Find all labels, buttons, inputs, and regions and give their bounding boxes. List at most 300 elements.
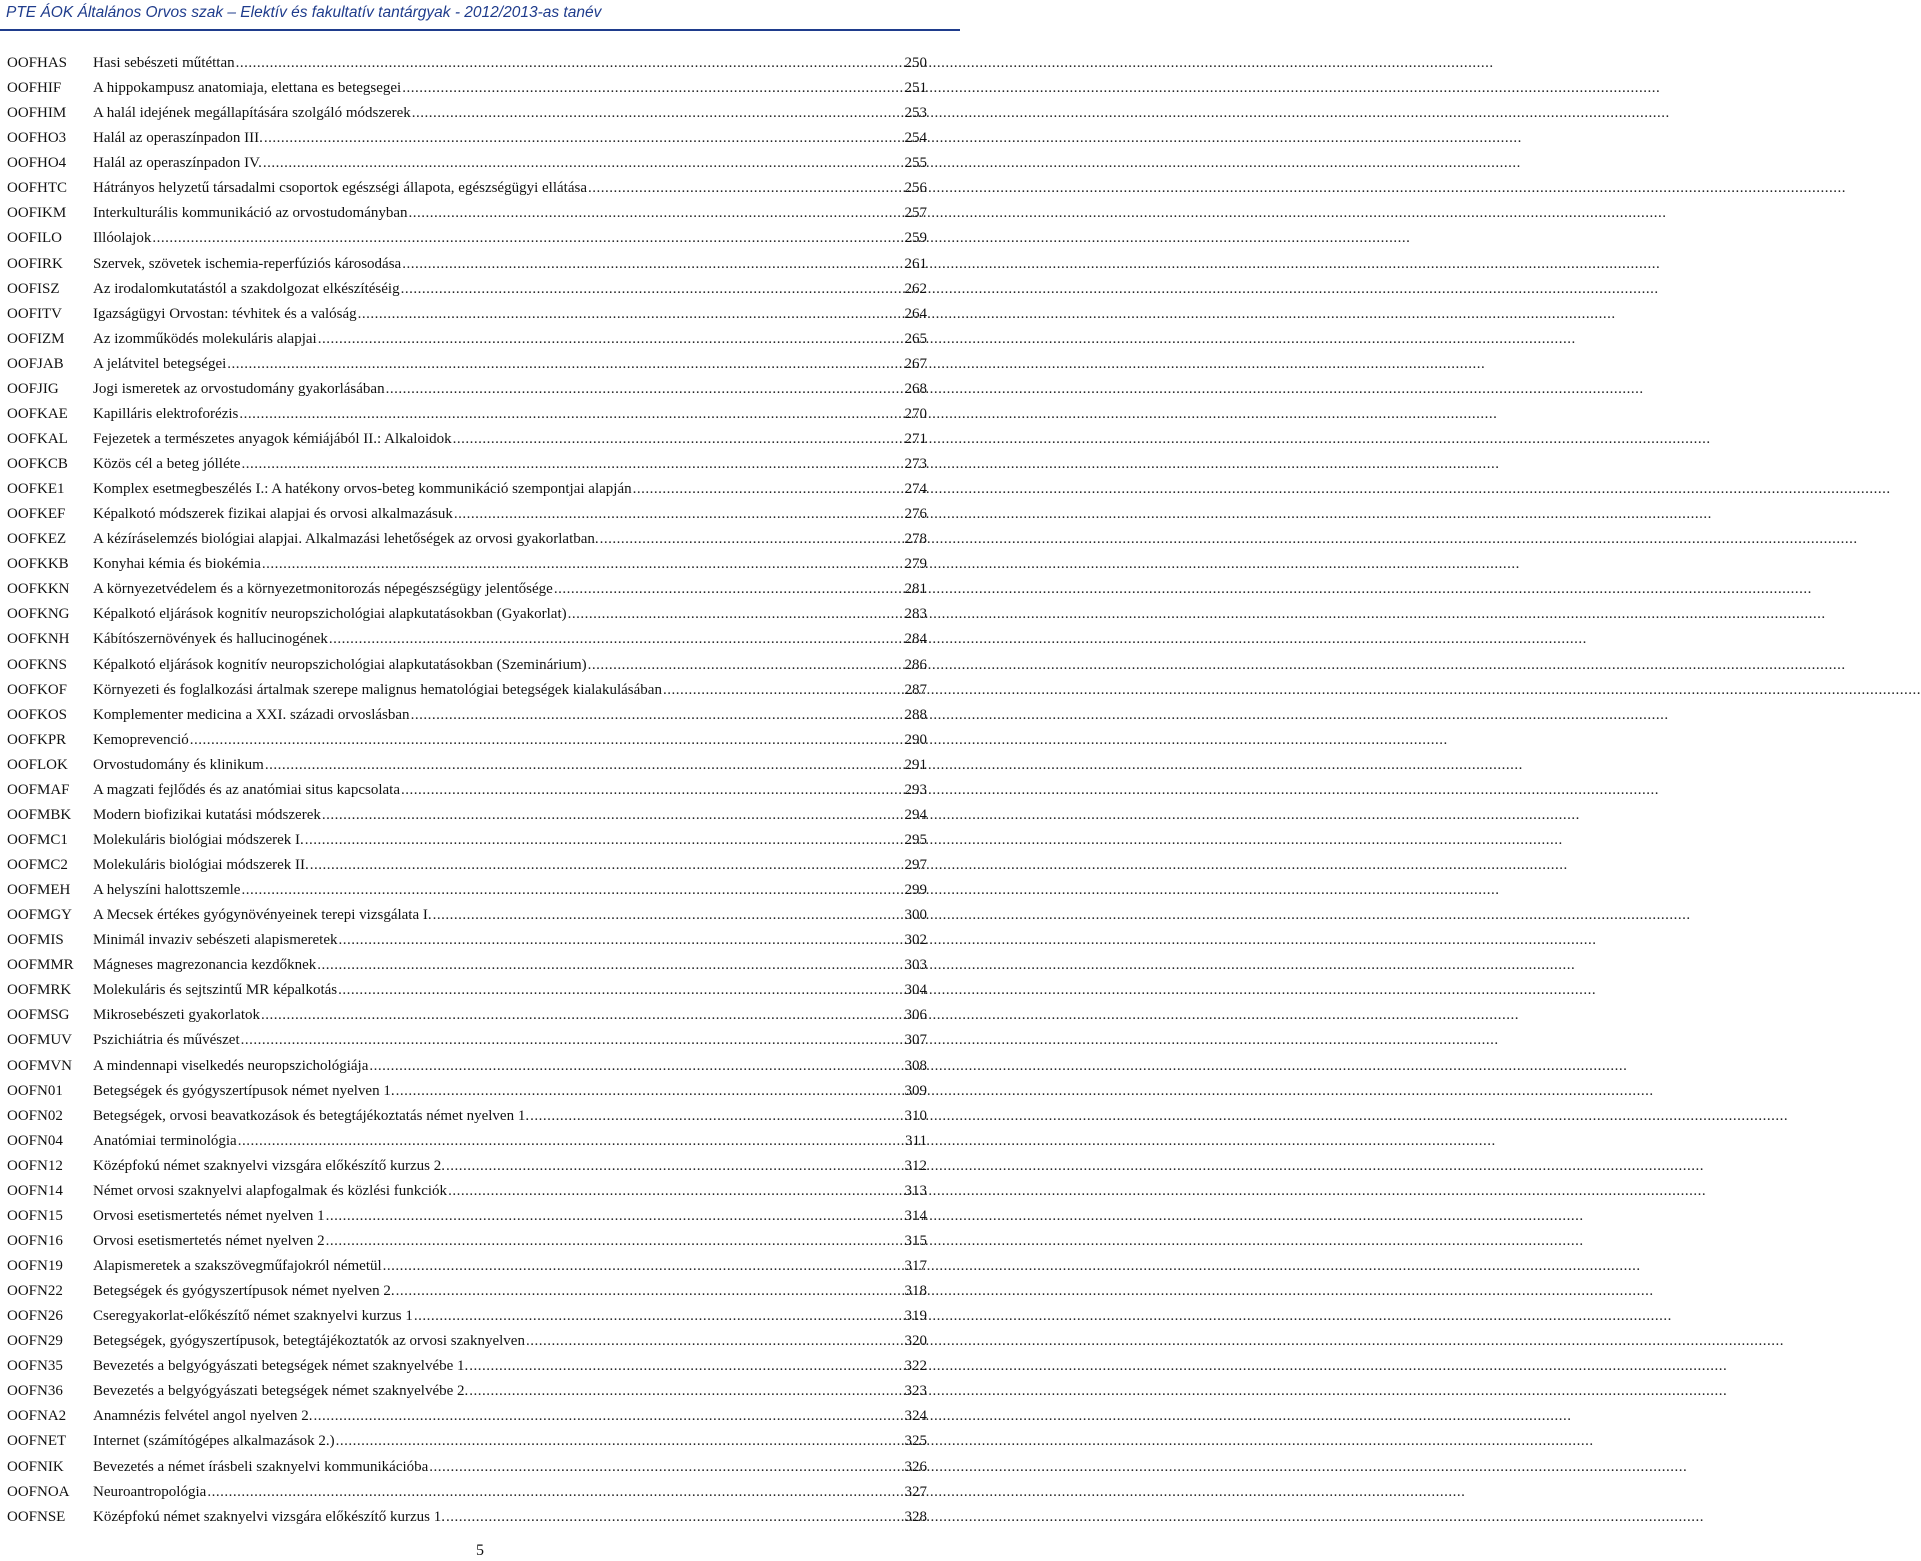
- dot-leader: [241, 878, 899, 903]
- course-code: OOFKAL: [7, 430, 68, 447]
- course-code: OOFMGY: [7, 907, 73, 924]
- dot-leader: [310, 853, 899, 878]
- toc-entry[interactable]: [0, 1379, 960, 1404]
- toc-entry[interactable]: [0, 1154, 960, 1179]
- dot-leader: [241, 1028, 899, 1053]
- course-code: OOFMEH: [7, 882, 71, 899]
- course-title: Pszichiátria és művészet: [93, 1032, 240, 1049]
- dot-leader: [152, 226, 899, 251]
- course-code: OOFMMR: [7, 957, 74, 974]
- toc-entry[interactable]: [0, 978, 960, 1003]
- course-title: Komplex esetmegbeszélés I.: A hatékony orvos-beteg kommunikáció szempontjai alapján: [93, 481, 632, 498]
- course-code: OOFKKB: [7, 556, 69, 573]
- course-title: Bevezetés a belgyógyászati betegségek német szaknyelvébe 2.: [93, 1383, 469, 1400]
- page-reference: 295: [904, 831, 927, 848]
- page-reference: 262: [904, 280, 927, 297]
- course-code: OOFN29: [7, 1333, 63, 1350]
- course-title: A magzati fejlődés és az anatómiai situs kapcsolata: [93, 781, 400, 798]
- course-title: Hátrányos helyzetű társadalmi csoportok egészségi állapota, egészségügyi ellátása: [93, 180, 587, 197]
- toc-entry[interactable]: [0, 402, 960, 427]
- toc-entry[interactable]: [0, 678, 960, 703]
- course-title: Kemoprevenció: [93, 731, 189, 748]
- dot-leader: [402, 252, 899, 277]
- dot-leader: [401, 778, 899, 803]
- page-reference: 291: [904, 756, 927, 773]
- page-reference: 256: [904, 180, 927, 197]
- page-reference: 267: [904, 355, 927, 372]
- dot-leader: [633, 477, 899, 502]
- toc-entry[interactable]: [0, 778, 960, 803]
- course-code: OOFLOK: [7, 756, 68, 773]
- course-code: OOFKKN: [7, 581, 70, 598]
- page-reference: 261: [904, 255, 927, 272]
- course-code: OOFMC1: [7, 831, 68, 848]
- toc-entry[interactable]: [0, 327, 960, 352]
- toc-entry[interactable]: [0, 477, 960, 502]
- course-code: OOFIZM: [7, 330, 65, 347]
- dot-leader: [386, 377, 899, 402]
- toc-entry[interactable]: [0, 502, 960, 527]
- course-code: OOFN01: [7, 1082, 63, 1099]
- course-title: Mágneses magrezonancia kezdőknek: [93, 957, 317, 974]
- course-code: OOFNOA: [7, 1483, 70, 1500]
- page-reference: 297: [904, 857, 927, 873]
- course-code: OOFIKM: [7, 205, 67, 222]
- course-title: A mindennapi viselkedés neuropszichológiája: [93, 1057, 369, 1074]
- toc-entry[interactable]: [0, 1129, 960, 1154]
- course-title: Fejezetek a természetes anyagok kémiájából II.: Alkaloidok: [93, 430, 452, 447]
- dot-leader: [469, 1379, 899, 1404]
- page-reference: 265: [904, 330, 927, 347]
- page-reference: 287: [904, 681, 927, 698]
- course-code: OOFN22: [7, 1283, 63, 1300]
- course-title: Orvosi esetismertetés német nyelven 1: [93, 1207, 325, 1224]
- toc-entry[interactable]: [0, 76, 960, 101]
- course-title: Német orvosi szaknyelvi alapfogalmak és közlési funkciók: [93, 1182, 448, 1199]
- dot-leader: [588, 653, 899, 678]
- course-code: OOFNSE: [7, 1508, 66, 1525]
- dot-leader: [526, 1329, 899, 1354]
- dot-leader: [554, 577, 899, 602]
- dot-leader: [326, 1204, 899, 1229]
- toc-entry[interactable]: [0, 653, 960, 678]
- course-code: OOFN04: [7, 1132, 63, 1149]
- course-code: OOFHIM: [7, 105, 67, 122]
- course-code: OOFMAF: [7, 781, 70, 798]
- toc-entry[interactable]: [0, 252, 960, 277]
- course-title: A jelátvitel betegségei: [93, 355, 227, 372]
- dot-leader: [305, 828, 899, 853]
- dot-leader: [401, 277, 899, 302]
- course-title: A kézíráselemzés biológiai alapjai. Alkalmazási lehetőségek az orvosi gyakorlatban.: [93, 531, 599, 548]
- toc-entry[interactable]: [0, 377, 960, 402]
- toc-entry[interactable]: [0, 703, 960, 728]
- course-title: Anamnézis felvétel angol nyelven 2.: [93, 1408, 313, 1425]
- page-reference: 311: [905, 1132, 927, 1149]
- dot-leader: [322, 803, 899, 828]
- course-code: OOFMIS: [7, 932, 64, 949]
- dot-leader: [396, 1279, 899, 1304]
- page-reference: 307: [904, 1032, 927, 1049]
- toc-entry[interactable]: [0, 953, 960, 978]
- table-of-contents: [0, 51, 960, 1530]
- dot-leader: [326, 1229, 899, 1254]
- course-title: Képalkotó eljárások kognitív neuropszichológiai alapkutatásokban (Gyakorlat): [93, 606, 567, 623]
- page-reference: 286: [904, 656, 927, 673]
- toc-entry[interactable]: [0, 176, 960, 201]
- page-reference: 326: [904, 1458, 927, 1475]
- dot-leader: [409, 201, 899, 226]
- toc-entry[interactable]: [0, 602, 960, 627]
- course-code: OOFKCB: [7, 456, 68, 472]
- toc-entry[interactable]: [0, 1254, 960, 1279]
- page-reference: 320: [904, 1333, 927, 1350]
- toc-entry[interactable]: [0, 201, 960, 226]
- course-title: A helyszíni halottszemle: [93, 882, 241, 899]
- course-title: Középfokú német szaknyelvi vizsgára előkészítő kurzus 1.: [93, 1508, 445, 1525]
- dot-leader: [339, 928, 900, 953]
- toc-entry[interactable]: [0, 853, 960, 878]
- course-code: OOFMRK: [7, 982, 72, 999]
- dot-leader: [236, 51, 899, 76]
- course-title: Molekuláris biológiai módszerek II.: [93, 857, 309, 873]
- dot-leader: [414, 1304, 899, 1329]
- dot-leader: [264, 126, 899, 151]
- toc-entry[interactable]: [0, 101, 960, 126]
- page-reference: 270: [904, 405, 927, 422]
- page-reference: 306: [904, 1007, 927, 1024]
- page-reference: 317: [904, 1258, 927, 1274]
- course-title: Hasi sebészeti műtéttan: [93, 55, 235, 71]
- dot-leader: [588, 176, 899, 201]
- dot-leader: [411, 703, 899, 728]
- dot-leader: [396, 1079, 899, 1104]
- course-code: OOFKEZ: [7, 531, 67, 548]
- page-reference: 273: [904, 456, 927, 472]
- page-reference: 255: [904, 155, 927, 172]
- dot-leader: [600, 527, 899, 552]
- course-code: OOFJIG: [7, 380, 59, 397]
- course-title: A halál idejének megállapítására szolgáló módszerek: [93, 105, 411, 122]
- course-code: OOFMUV: [7, 1032, 73, 1049]
- course-code: OOFHO3: [7, 130, 67, 147]
- course-code: OOFN26: [7, 1308, 63, 1325]
- toc-entry[interactable]: [0, 803, 960, 828]
- dot-leader: [663, 678, 899, 703]
- toc-entry[interactable]: [0, 452, 960, 477]
- course-title: Igazságügyi Orvostan: tévhitek és a valóság: [93, 305, 357, 322]
- course-title: Jogi ismeretek az orvostudomány gyakorlásában: [93, 380, 385, 397]
- toc-entry[interactable]: [0, 878, 960, 903]
- page-reference: 264: [904, 305, 927, 322]
- course-title: Illóolajok: [93, 230, 152, 247]
- dot-leader: [265, 753, 899, 778]
- page-reference: 278: [904, 531, 927, 548]
- toc-entry[interactable]: [0, 903, 960, 928]
- dot-leader: [207, 1480, 899, 1505]
- page-number: 5: [476, 1542, 484, 1559]
- course-code: OOFHO4: [7, 155, 67, 172]
- course-code: OOFN02: [7, 1107, 63, 1124]
- page-reference: 318: [904, 1283, 927, 1300]
- course-title: Közös cél a beteg jólléte: [93, 456, 241, 472]
- dot-leader: [318, 327, 899, 352]
- toc-entry[interactable]: [0, 728, 960, 753]
- page-reference: 315: [904, 1232, 927, 1249]
- dot-leader: [241, 452, 899, 477]
- toc-entry[interactable]: [0, 828, 960, 853]
- page-reference: 312: [904, 1157, 927, 1174]
- course-title: Középfokú német szaknyelvi vizsgára előkészítő kurzus 2.: [93, 1157, 445, 1174]
- course-title: Molekuláris és sejtszintű MR képalkotás: [93, 982, 338, 999]
- page-reference: 288: [904, 706, 927, 723]
- course-code: OOFMVN: [7, 1057, 73, 1074]
- course-code: OOFN12: [7, 1157, 63, 1174]
- course-code: OOFNET: [7, 1433, 67, 1450]
- dot-leader: [358, 302, 899, 327]
- toc-entry[interactable]: [0, 753, 960, 778]
- dot-leader: [336, 1429, 899, 1454]
- course-code: OOFKOS: [7, 706, 68, 723]
- header-title: PTE ÁOK Általános Orvos szak – Elektív és fakultatív tantárgyak - 2012/2013-as tanév: [6, 4, 602, 21]
- page-reference: 268: [904, 380, 927, 397]
- course-title: Komplementer medicina a XXI. századi orvoslásban: [93, 706, 410, 723]
- page-reference: 328: [904, 1508, 927, 1525]
- page-reference: 253: [904, 105, 927, 122]
- dot-leader: [338, 978, 899, 1003]
- page-reference: 310: [904, 1107, 927, 1124]
- course-title: Konyhai kémia és biokémia: [93, 556, 261, 573]
- course-code: OOFKPR: [7, 731, 67, 748]
- course-title: Minimál invaziv sebészeti alapismeretek: [93, 932, 338, 949]
- toc-entry[interactable]: [0, 226, 960, 251]
- toc-entry[interactable]: [0, 352, 960, 377]
- course-code: OOFJAB: [7, 355, 64, 372]
- course-title: Kábítószernövények és hallucinogének: [93, 631, 328, 648]
- course-code: OOFHAS: [7, 55, 68, 71]
- course-code: OOFKE1: [7, 481, 65, 498]
- page-reference: 325: [904, 1433, 927, 1450]
- page-reference: 284: [904, 631, 927, 648]
- page-reference: 324: [904, 1408, 927, 1425]
- toc-entry[interactable]: [0, 1304, 960, 1329]
- page-reference: 304: [904, 982, 927, 999]
- page-reference: 274: [904, 481, 927, 498]
- course-title: Neuroantropológia: [93, 1483, 207, 1500]
- page-reference: 251: [904, 80, 927, 97]
- dot-leader: [454, 502, 899, 527]
- dot-leader: [568, 602, 899, 627]
- page-reference: 300: [904, 907, 927, 924]
- dot-leader: [261, 1003, 899, 1028]
- course-code: OOFKNG: [7, 606, 70, 623]
- dot-leader: [369, 1054, 899, 1079]
- dot-leader: [433, 903, 899, 928]
- page-header: [0, 0, 960, 34]
- toc-entry[interactable]: [0, 1404, 960, 1429]
- toc-entry[interactable]: [0, 527, 960, 552]
- page-reference: 290: [904, 731, 927, 748]
- course-title: Mikrosebészeti gyakorlatok: [93, 1007, 261, 1024]
- course-title: A Mecsek értékes gyógynövényeinek terepi vizsgálata I.: [93, 907, 432, 924]
- toc-entry[interactable]: [0, 427, 960, 452]
- toc-entry[interactable]: [0, 51, 960, 76]
- course-code: OOFN36: [7, 1383, 63, 1400]
- course-title: Halál az operaszínpadon III.: [93, 130, 263, 147]
- toc-entry[interactable]: [0, 1354, 960, 1379]
- page-reference: 314: [904, 1207, 927, 1224]
- dot-leader: [262, 552, 899, 577]
- page-reference: 281: [904, 581, 927, 598]
- course-title: Bevezetés a belgyógyászati betegségek német szaknyelvébe 1.: [93, 1358, 469, 1375]
- course-code: OOFN19: [7, 1258, 63, 1274]
- course-code: OOFMSG: [7, 1007, 70, 1024]
- toc-entry[interactable]: [0, 1279, 960, 1304]
- course-code: OOFIRK: [7, 255, 63, 272]
- page-reference: 294: [904, 806, 927, 823]
- dot-leader: [263, 151, 899, 176]
- page-reference: 250: [904, 55, 927, 71]
- toc-entry[interactable]: [0, 1104, 960, 1129]
- toc-entry[interactable]: [0, 577, 960, 602]
- toc-entry[interactable]: [0, 627, 960, 652]
- page-reference: 308: [904, 1057, 927, 1074]
- course-title: Orvosi esetismertetés német nyelven 2: [93, 1232, 325, 1249]
- course-code: OOFN16: [7, 1232, 63, 1249]
- course-title: Szervek, szövetek ischemia-reperfúziós károsodása: [93, 255, 402, 272]
- course-code: OOFMC2: [7, 857, 68, 873]
- dot-leader: [317, 953, 899, 978]
- course-title: Interkulturális kommunikáció az orvostudományban: [93, 205, 408, 222]
- page-reference: 293: [904, 781, 927, 798]
- page-reference: 319: [904, 1308, 927, 1325]
- dot-leader: [329, 627, 899, 652]
- toc-entry[interactable]: [0, 126, 960, 151]
- dot-leader: [448, 1179, 899, 1204]
- course-code: OOFHIF: [7, 80, 62, 97]
- page-reference: 327: [904, 1483, 927, 1500]
- toc-entry[interactable]: [0, 1455, 960, 1480]
- dot-leader: [446, 1154, 899, 1179]
- course-title: Bevezetés a német írásbeli szaknyelvi kommunikációba: [93, 1458, 429, 1475]
- toc-entry[interactable]: [0, 1329, 960, 1354]
- toc-entry[interactable]: [0, 1480, 960, 1505]
- dot-leader: [402, 76, 899, 101]
- toc-entry[interactable]: [0, 552, 960, 577]
- toc-entry[interactable]: [0, 1003, 960, 1028]
- page-reference: 303: [904, 957, 927, 974]
- course-title: Az irodalomkutatástól a szakdolgozat elkészítéséig: [93, 280, 400, 297]
- course-title: Modern biofizikai kutatási módszerek: [93, 806, 321, 823]
- toc-entry[interactable]: [0, 1179, 960, 1204]
- page-reference: 299: [904, 882, 927, 899]
- course-title: Betegségek, orvosi beavatkozások és betegtájékoztatás német nyelven 1.: [93, 1107, 530, 1124]
- course-code: OOFKNH: [7, 631, 70, 648]
- course-code: OOFN35: [7, 1358, 63, 1375]
- dot-leader: [453, 427, 899, 452]
- course-code: OOFKEF: [7, 506, 66, 523]
- course-title: Orvostudomány és klinikum: [93, 756, 264, 773]
- course-code: OOFNA2: [7, 1408, 67, 1425]
- page-reference: 313: [904, 1182, 927, 1199]
- page-reference: 259: [904, 230, 927, 247]
- course-title: Alapismeretek a szakszövegműfajokról németül: [93, 1258, 382, 1274]
- course-title: A hippokampusz anatomiaja, elettana es betegsegei: [93, 80, 402, 97]
- dot-leader: [239, 402, 899, 427]
- toc-entry[interactable]: [0, 1204, 960, 1229]
- dot-leader: [412, 101, 899, 126]
- course-title: Molekuláris biológiai módszerek I.: [93, 831, 304, 848]
- toc-entry[interactable]: [0, 1429, 960, 1454]
- course-title: Anatómiai terminológia: [93, 1132, 237, 1149]
- course-code: OOFKOF: [7, 681, 68, 698]
- toc-entry[interactable]: [0, 302, 960, 327]
- course-title: A környezetvédelem és a környezetmonitorozás népegészségügy jelentősége: [93, 581, 553, 598]
- course-code: OOFKNS: [7, 656, 68, 673]
- dot-leader: [238, 1129, 899, 1154]
- course-title: Az izomműködés molekuláris alapjai: [93, 330, 317, 347]
- page-reference: 254: [904, 130, 927, 147]
- course-title: Halál az operaszínpadon IV.: [93, 155, 262, 172]
- toc-entry[interactable]: [0, 1028, 960, 1053]
- toc-entry[interactable]: [0, 277, 960, 302]
- page-reference: 322: [904, 1358, 927, 1375]
- course-code: OOFILO: [7, 230, 62, 247]
- page-reference: 257: [904, 205, 927, 222]
- course-title: Képalkotó módszerek fizikai alapjai és orvosi alkalmazásuk: [93, 506, 453, 523]
- dot-leader: [429, 1455, 899, 1480]
- course-code: OOFNIK: [7, 1458, 64, 1475]
- page-reference: 283: [904, 606, 927, 623]
- toc-entry[interactable]: [0, 151, 960, 176]
- course-title: Betegségek, gyógyszertípusok, betegtájékoztatók az orvosi szaknyelven: [93, 1333, 525, 1350]
- dot-leader: [446, 1505, 899, 1530]
- course-code: OOFHTC: [7, 180, 68, 197]
- dot-leader: [469, 1354, 899, 1379]
- course-code: OOFITV: [7, 305, 62, 322]
- course-title: Internet (számítógépes alkalmazások 2.): [93, 1433, 335, 1450]
- course-code: OOFMBK: [7, 806, 72, 823]
- course-title: Környezeti és foglalkozási ártalmak szerepe malignus hematológiai betegségek kialakulásában: [93, 681, 662, 698]
- toc-entry[interactable]: [0, 928, 960, 953]
- dot-leader: [383, 1254, 899, 1279]
- page-reference: 302: [904, 932, 927, 949]
- page-reference: 279: [904, 556, 927, 573]
- dot-leader: [190, 728, 899, 753]
- course-code: OOFN15: [7, 1207, 63, 1224]
- page-reference: 276: [904, 506, 927, 523]
- course-code: OOFKAE: [7, 405, 68, 422]
- course-title: Cseregyakorlat-előkészítő német szaknyelvi kurzus 1: [93, 1308, 413, 1325]
- dot-leader: [227, 352, 899, 377]
- toc-entry[interactable]: [0, 1505, 960, 1530]
- page-reference: 309: [904, 1082, 927, 1099]
- dot-leader: [530, 1104, 899, 1129]
- toc-entry[interactable]: [0, 1229, 960, 1254]
- course-title: Betegségek és gyógyszertípusok német nyelven 1.: [93, 1082, 395, 1099]
- course-code: OOFISZ: [7, 280, 60, 297]
- course-code: OOFN14: [7, 1182, 63, 1199]
- page-reference: 323: [904, 1383, 927, 1400]
- course-title: Képalkotó eljárások kognitív neuropszichológiai alapkutatásokban (Szeminárium): [93, 656, 587, 673]
- dot-leader: [314, 1404, 899, 1429]
- page-reference: 271: [904, 430, 927, 447]
- toc-entry[interactable]: [0, 1054, 960, 1079]
- course-title: Betegségek és gyógyszertípusok német nyelven 2.: [93, 1283, 395, 1300]
- header-divider: [0, 29, 960, 31]
- course-title: Kapilláris elektroforézis: [93, 405, 239, 422]
- toc-entry[interactable]: [0, 1079, 960, 1104]
